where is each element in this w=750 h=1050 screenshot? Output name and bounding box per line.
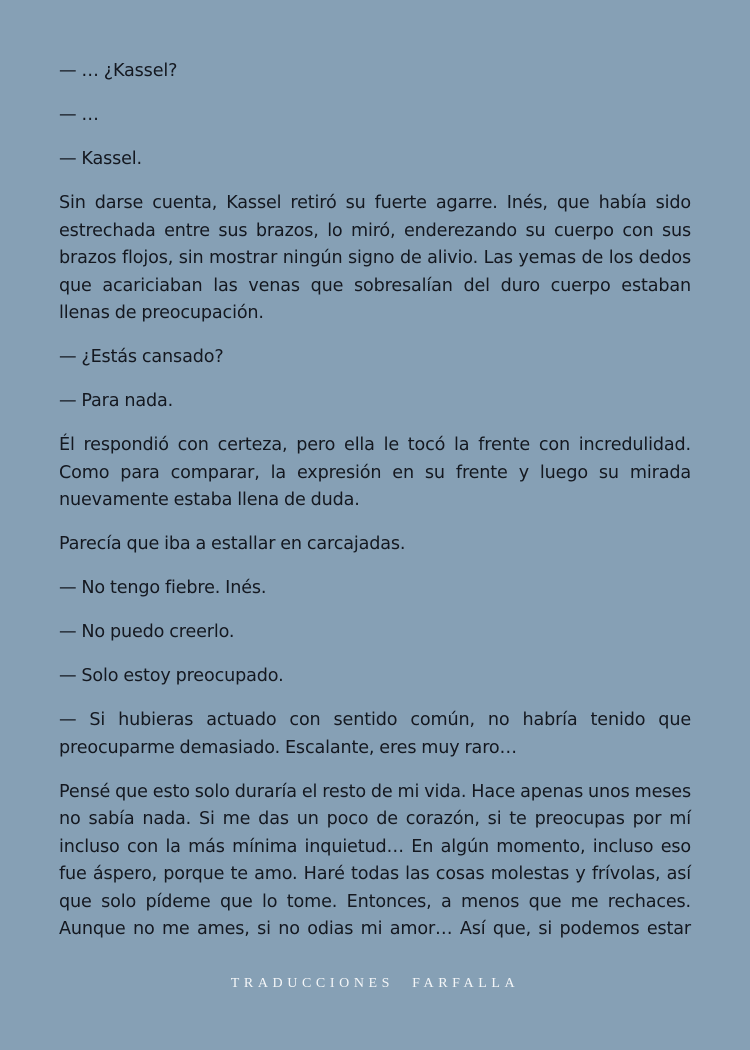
narration-paragraph: Parecía que iba a estallar en carcajadas. — [59, 534, 406, 554]
narration-paragraph: Pensé que esto solo duraría el resto de mi vida. Hace apenas unos meses no sabía nada. Si me das un poco de corazón, si te preocupas por mí incluso con la más mínima inquietud… En algún momento, incluso eso fue áspero, porque te amo. Haré todas las cosas molestas y frívolas, así que solo pídeme que lo tome. Entonces, a menos que me rechaces. Aunque no me ames, si no odias mi amor… Así que, si podemos estar — [59, 781, 691, 939]
dialogue-line: — … — [59, 105, 99, 125]
narration-paragraph: Sin darse cuenta, Kassel retiró su fuerte agarre. Inés, que había sido estrechada entre sus brazos, lo miró, enderezando su cuerpo con sus brazos flojos, sin mostrar ningún signo de alivio. Las yemas de los dedos que acariciaban las venas que sobresalían del duro cuerpo estaban llenas de preocupación. — [59, 193, 691, 323]
narration-paragraph: Él respondió con certeza, pero ella le tocó la frente con incredulidad. Como para comparar, la expresión en su frente y luego su mirada nuevamente estaba llena de duda. — [59, 435, 691, 510]
page-body — [59, 58, 691, 944]
dialogue-line: — Kassel. — [59, 149, 142, 169]
dialogue-line: — ¿Estás cansado? — [59, 347, 224, 367]
dialogue-line: — … ¿Kassel? — [59, 61, 178, 81]
translator-credit: TRADUCCIONES FARFALLA — [230, 976, 520, 991]
dialogue-line: — No tengo fiebre. Inés. — [59, 578, 267, 598]
dialogue-line: — Para nada. — [59, 391, 174, 411]
dialogue-line: — Solo estoy preocupado. — [59, 666, 284, 686]
dialogue-line: — No puedo creerlo. — [59, 622, 235, 642]
dialogue-line: — Si hubieras actuado con sentido común, no habría tenido que preocuparme demasiado. Escalante, eres muy raro… — [59, 710, 691, 758]
